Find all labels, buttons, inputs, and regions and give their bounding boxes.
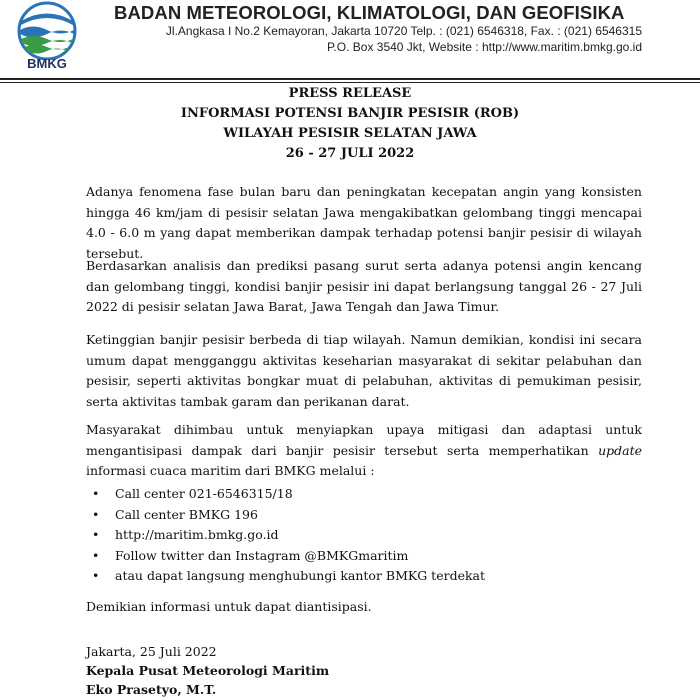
organization-pobox-website: P.O. Box 3540 Jkt, Website : http://www.maritim.bmkg.go.id: [326, 40, 642, 54]
press-release-title: PRESS RELEASE: [288, 86, 412, 101]
paragraph-4-text-after: informasi cuaca maritim dari BMKG melalui :: [86, 463, 375, 478]
paragraph-4: [86, 420, 642, 482]
release-region: WILAYAH PESISIR SELATAN JAWA: [223, 126, 477, 141]
list-item: • atau dapat langsung menghubungi kantor BMKG terdekat: [86, 566, 642, 587]
paragraph-4-text-before: Masyarakat dihimbau untuk menyiapkan upaya mitigasi dan adaptasi untuk mengantisipasi dampak dari banjir pesisir tersebut serta memperhatikan: [86, 422, 642, 458]
letterhead-rule-thin: [0, 82, 700, 83]
paragraph-2: Berdasarkan analisis dan prediksi pasang surut serta adanya potensi angin kencang dan gelombang tinggi, kondisi banjir pesisir ini dapat berlangsung tanggal 26 - 27 Juli 2022 di pesisir selatan Jawa Barat, Jawa Tengah dan Jawa Timur.: [86, 258, 642, 314]
letterhead-rule-thick: [0, 78, 700, 80]
signatory-title: Kepala Pusat Meteorologi Maritim: [86, 663, 330, 678]
release-subject: INFORMASI POTENSI BANJIR PESISIR (ROB): [180, 106, 520, 121]
list-item: • Call center 021-6546315/18: [86, 484, 642, 505]
closing-sentence: Demikian informasi untuk dapat diantisipasi.: [86, 599, 372, 614]
release-dates: 26 - 27 JULI 2022: [285, 146, 415, 161]
bmkg-logo-icon: [4, 0, 90, 60]
bmkg-logo: [4, 0, 90, 78]
paragraph-3: Ketinggian banjir pesisir berbeda di tiap wilayah. Namun demikian, kondisi ini secara umum dapat mengganggu aktivitas keseharian masyarakat di sekitar pelabuhan dan pesisir, seperti aktivitas bongkar muat di pelabuhan, aktivitas di pemukiman pesisir, serta aktivitas tambak garam dan perikanan darat.: [86, 332, 642, 409]
signature-place-date: Jakarta, 25 Juli 2022: [86, 644, 217, 659]
organization-address: Jl.Angkasa I No.2 Kemayoran, Jakarta 10720 Telp. : (021) 6546318, Fax. : (021) 6546315: [165, 24, 642, 38]
paragraph-1: Adanya fenomena fase bulan baru dan peningkatan kecepatan angin yang konsisten hingga 46 km/jam di pesisir selatan Jawa mengakibatkan gelombang tinggi mencapai 4.0 - 6.0 m yang dapat memberikan dampak terhadap potensi banjir pesisir di wilayah tersebut.: [86, 184, 642, 261]
logo-text: BMKG: [27, 56, 67, 71]
letterhead: [0, 0, 700, 80]
signatory-name: Eko Prasetyo, M.T.: [86, 682, 217, 697]
list-item: • http://maritim.bmkg.go.id: [86, 525, 642, 546]
paragraph-4-italic-term: update: [598, 442, 642, 458]
list-item: • Call center BMKG 196: [86, 505, 642, 526]
contact-list: [86, 484, 642, 587]
list-item: • Follow twitter dan Instagram @BMKGmaritim: [86, 546, 642, 567]
organization-name: BADAN METEOROLOGI, KLIMATOLOGI, DAN GEOFISIKA: [114, 2, 625, 23]
